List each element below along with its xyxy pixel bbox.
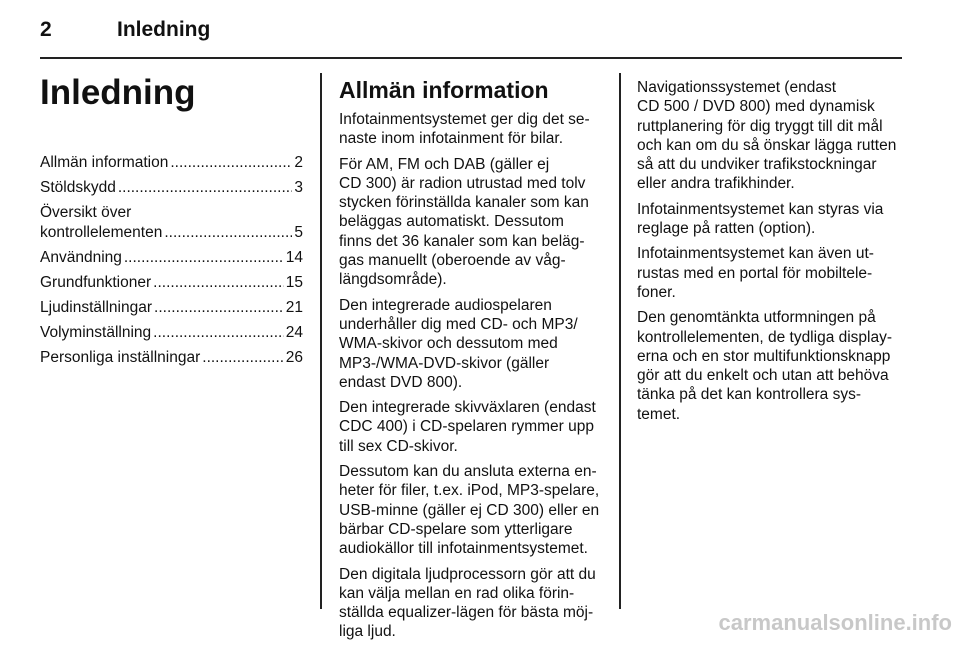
header-rule: [40, 57, 902, 59]
paragraph: Den integrerade skivväxlaren (endast CDC 400) i CD-spelaren rymmer upp till sex CD-skivor.: [339, 399, 596, 455]
paragraph: Infotainmentsystemet kan styras via reglage på ratten (option).: [637, 200, 884, 238]
column-divider: [320, 73, 322, 609]
toc-label: Stöldskydd: [40, 179, 116, 196]
paragraph: Den genomtänkta utformningen på kontrollelementen, de tydliga display- erna och en stor multifunktionsknapp gör att du enkelt och utan att behöva tänka på det kan kontrollera sys- temet.: [637, 309, 893, 423]
toc-item[interactable]: [40, 323, 303, 343]
toc-leader: [202, 348, 283, 368]
toc-page: 26: [285, 349, 303, 366]
toc-label: Personliga inställningar: [40, 349, 201, 366]
toc-leader: [118, 178, 293, 198]
toc-leader: [164, 223, 292, 243]
watermark: carmanualsonline.info: [718, 610, 952, 635]
toc-column: [40, 72, 303, 373]
paragraph: Infotainmentsystemet kan även ut- rustas med en portal för mobiltele- foner.: [637, 245, 874, 301]
toc-label: Volyminställning: [40, 324, 152, 341]
toc-label: Översikt över kontrollelementen: [40, 204, 163, 241]
paragraph: Dessutom kan du ansluta externa en- heter för filer, t.ex. iPod, MP3-spelare, USB-minne (gäller ej CD 300) eller en bärbar CD-spelare som ytterligare audiokällor till infotainmentsystemet.: [339, 463, 600, 558]
toc-item[interactable]: [40, 248, 303, 268]
toc-item[interactable]: [40, 298, 303, 318]
paragraph: Infotainmentsystemet ger dig det se- naste inom infotainment för bilar.: [339, 111, 590, 148]
paragraph: Navigationssystemet (endast CD 500 / DVD 800) med dynamisk ruttplanering för dig tryggt till dit mål och kan om du så önskar lägga rutten så att du undviker trafikstockningar eller andra trafikhinder.: [637, 79, 897, 193]
body-column-1: [339, 76, 605, 648]
toc-item[interactable]: [40, 273, 303, 293]
running-title: Inledning: [117, 18, 211, 41]
toc-leader: [153, 273, 284, 293]
toc-page: 21: [285, 299, 303, 316]
page-number: 2: [40, 18, 52, 41]
chapter-title: Inledning: [40, 73, 196, 112]
toc-label: Ljudinställningar: [40, 299, 153, 316]
toc-leader: [154, 298, 284, 318]
section-title: Allmän information: [339, 77, 549, 103]
toc-page: 2: [294, 154, 303, 171]
toc-page: 14: [285, 249, 303, 266]
toc-leader: [170, 153, 292, 173]
toc-page: 15: [285, 274, 303, 291]
toc-label: Grundfunktioner: [40, 274, 152, 291]
toc-list: [40, 153, 303, 368]
toc-item[interactable]: [40, 348, 303, 368]
toc-leader: [153, 323, 284, 343]
toc-item[interactable]: [40, 178, 303, 198]
body-column-2: [637, 78, 905, 430]
paragraph: För AM, FM och DAB (gäller ej CD 300) är radion utrustad med tolv stycken förinställda kanaler som kan beläggas automatiskt. Dessutom finns det 36 kanaler som kan beläg- gas manuellt (oberoende av våg- längdsområde).: [339, 155, 589, 289]
toc-page: 3: [294, 179, 303, 196]
toc-leader: [124, 248, 284, 268]
page-header: [40, 18, 902, 48]
column-divider: [619, 73, 621, 609]
paragraph: Den digitala ljudprocessorn gör att du kan välja mellan en rad olika förin- ställda equalizer-lägen för bästa möj- liga ljud.: [339, 565, 596, 641]
paragraph: Den integrerade audiospelaren underhåller dig med CD- och MP3/ WMA-skivor och dessutom med MP3-/WMA-DVD-skivor (gäller endast DVD 800).: [339, 296, 578, 391]
toc-page: 5: [294, 224, 303, 241]
toc-page: 24: [285, 324, 303, 341]
toc-label: Användning: [40, 249, 122, 266]
toc-label: Allmän information: [40, 154, 169, 171]
toc-item[interactable]: [40, 153, 303, 173]
toc-item[interactable]: [40, 203, 303, 243]
